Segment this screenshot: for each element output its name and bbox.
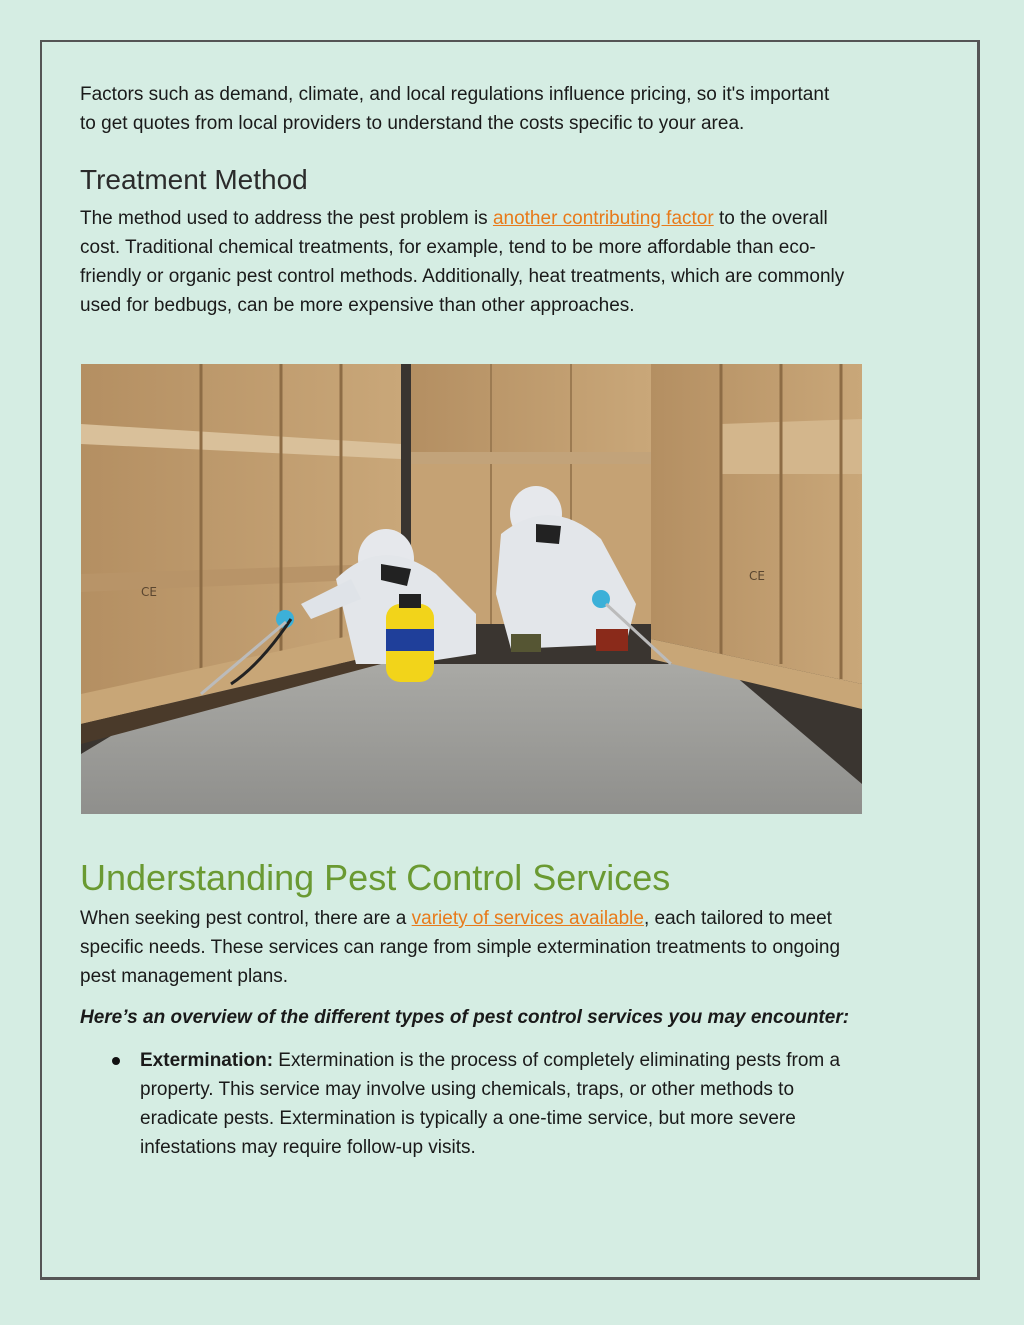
- treatment-text-end: to the overall cost. Traditional chemical treatments, for example, tend to be more affordable than eco-friendly or organic pest control methods. Additionally, heat treatments, which are commonly used for bedbugs, can be more expensive than other approaches.: [80, 208, 845, 316]
- services-lead: Here’s an overview of the different types of pest control services you may encounter:: [80, 1007, 850, 1028]
- contributing-factor-link[interactable]: another contributing factor: [492, 208, 714, 229]
- article-content: [80, 80, 870, 320]
- services-text-start: When seeking pest control, there are a: [80, 908, 412, 929]
- treatment-heading: Treatment Method: [80, 164, 308, 195]
- intro-paragraph: Factors such as demand, climate, and local regulations influence pricing, so it's important to get quotes from local providers to understand the costs specific to your area.: [80, 84, 830, 134]
- services-list: [80, 1046, 870, 1162]
- box-label: CE: [141, 585, 157, 599]
- services-heading: Understanding Pest Control Services: [80, 857, 671, 898]
- list-item-text: Extermination is the process of completely eliminating pests from a property. This service may involve using chemicals, traps, or other methods to eradicate pests. Extermination is typically a one-time service, but more severe infestations may require follow-up visits.: [140, 1050, 841, 1158]
- services-text-end: , each tailored to meet specific needs. These services can range from simple extermination treatments to ongoing pest management plans.: [80, 908, 841, 987]
- bullet-icon: [112, 1057, 120, 1065]
- pest-control-photo: [81, 364, 862, 814]
- box-label-right: CE: [749, 569, 765, 583]
- treatment-text-start: The method used to address the pest problem is: [80, 208, 493, 229]
- services-available-link[interactable]: variety of services available: [411, 908, 644, 929]
- treatment-paragraph: [80, 204, 870, 320]
- list-item: [140, 1046, 870, 1162]
- services-section: [80, 856, 870, 1162]
- list-item-title: Extermination:: [140, 1050, 274, 1071]
- services-paragraph: [80, 904, 870, 991]
